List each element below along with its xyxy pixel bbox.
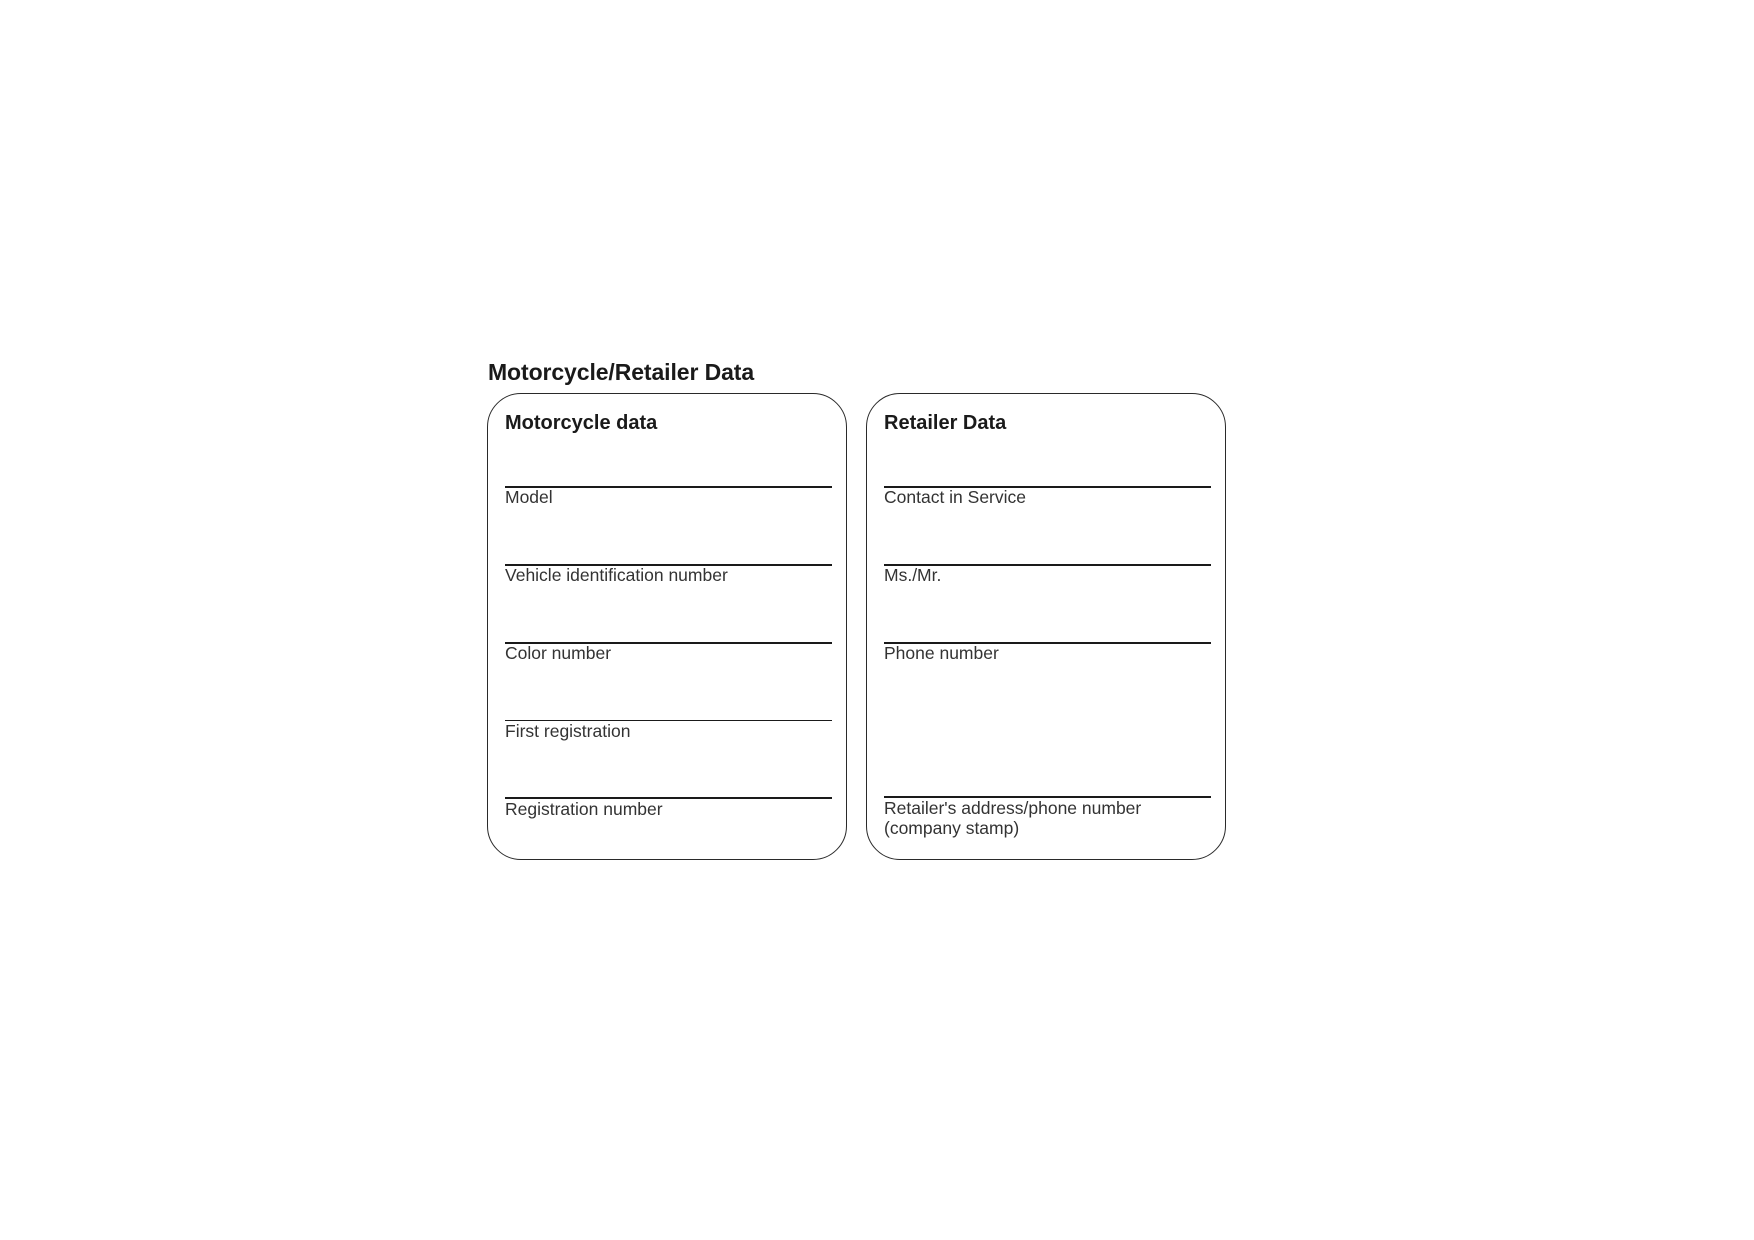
contact-in-service-label: Contact in Service: [884, 487, 1027, 507]
model-field[interactable]: [505, 486, 832, 488]
first-registration-label: First registration: [505, 721, 631, 741]
company-stamp-label-line2: (company stamp): [884, 818, 1020, 838]
company-stamp-label-line1: Retailer's address/phone number: [884, 798, 1142, 818]
model-label: Model: [505, 487, 553, 507]
vin-label: Vehicle identification number: [505, 565, 728, 585]
registration-number-label: Registration number: [505, 799, 663, 819]
motorcycle-data-card: [487, 393, 847, 860]
retailer-data-card: [866, 393, 1226, 860]
ms-mr-label: Ms./Mr.: [884, 565, 942, 585]
motorcycle-card-title: Motorcycle data: [505, 412, 658, 434]
page-title: Motorcycle/Retailer Data: [488, 359, 755, 385]
phone-number-label: Phone number: [884, 643, 999, 663]
retailer-card-title: Retailer Data: [884, 412, 1007, 434]
color-number-label: Color number: [505, 643, 612, 663]
